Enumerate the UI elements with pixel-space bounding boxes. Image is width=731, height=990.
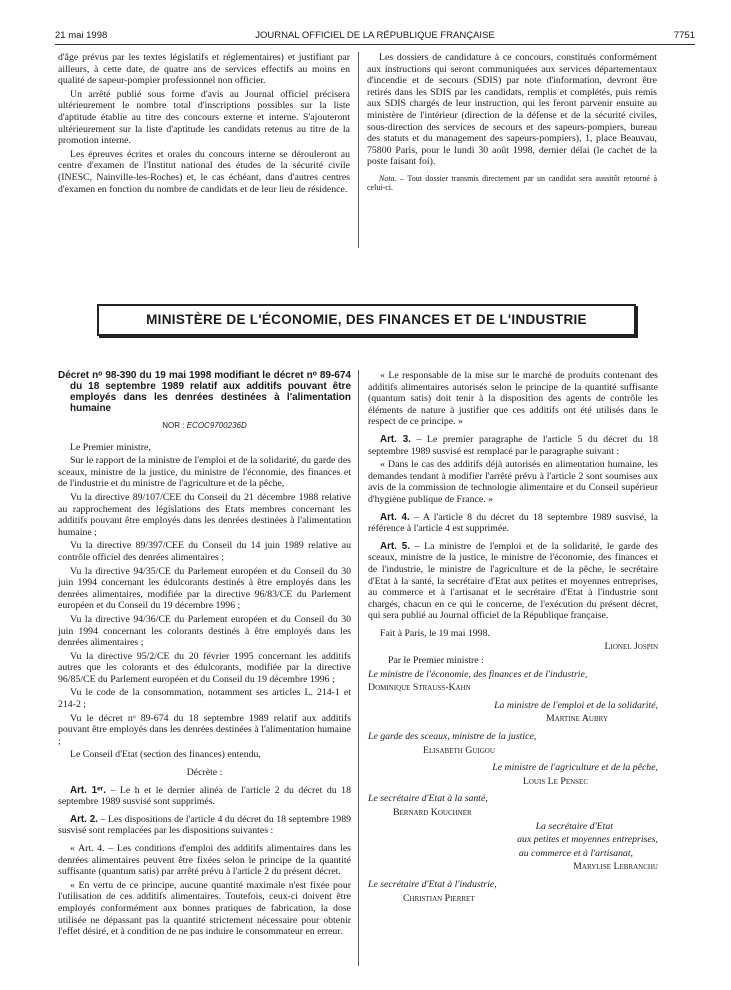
paragraph: d'âge prévus par les textes législatifs et réglementaires) et justifiant par ailleurs, à cette date, de quatre ans de services effectifs au moins en qualité de sapeur-pompier professionnel non officier. [58,52,350,87]
just-title: Le garde des sceaux, ministre de la justice, [368,731,537,743]
column-rule [358,52,359,248]
emp-title: La ministre de l'emploi et de la solidarité, [494,699,658,711]
paragraph: Vu la directive 94/35/CE du Parlement européen et du Conseil du 30 juin 1994 concernant les édulcorants destinés à être employés dans les denrées alimentaires, modifiée par la directive 96/83/CE du Parlement européen et du Conseil du 19 décembre 1996 ; [58,565,351,612]
article-label: Art. 1ᵉʳ. [70,784,106,796]
ministry-title: MINISTÈRE DE L'ÉCONOMIE, DES FINANCES ET DE L'INDUSTRIE [146,312,587,327]
column-rule [358,370,359,966]
article-5 [368,541,658,622]
paragraph: Vu le décret nᵒ 89-674 du 18 septembre 1989 relatif aux additifs pouvant être employés dans les denrées destinées à l'alimentation humaine ; [58,712,351,747]
article-text: – A l'article 8 du décret du 18 septembre 1989 susvisé, la référence à l'article 4 est supprimée. [368,511,659,535]
ind-title: Le secrétaire d'Etat à l'industrie, [368,878,497,890]
top-right-column [367,52,657,195]
header-journal-title: JOURNAL OFFICIEL DE LA RÉPUBLIQUE FRANÇAISE [255,30,495,41]
quoted-paragraph: « En vertu de ce principe, aucune quantité maximale n'est fixée pour l'utilisation de ces additifs alimentaires. Toutefois, ceux-ci doivent être employés conformément aux bonnes pratiques de fabrication, la dose utilisée ne dépassant pas la quantité strictement nécessaire pour obtenir l'effet désiré, et à condition de ne pas induire le consommateur en erreur. [58,879,351,938]
header-page-number: 7751 [673,30,695,41]
agri-name: Louis Le Pensec [522,775,588,787]
paragraph: Les dossiers de candidature à ce concours, constitués conformément aux instructions qui seront communiquées aux services départementaux d'incendie et de secours (SDIS) par note d'information, devront être retirés dans les SDIS par les candidats, remplis et complétés, puis remis aux SDIS chargés de leur instruction, qui les feront parvenir ensuite au ministère de l'intérieur (direction de la défense et de la sécurité civiles, sous-direction des services de secours et des sapeurs-pompiers, bureau des statuts et du management des sapeurs-pompiers), 1, place Beauvau, 75800 Paris, pour le lundi 30 août 1998, dernier délai (le cachet de la poste faisant foi). [367,52,657,168]
emp-name: Martine Aubry [546,713,608,725]
just-name: Elisabeth Guigou [423,744,495,756]
decree-title: Décret nᵒ 98-390 du 19 mai 1998 modifiant le décret nᵒ 89-674 du 18 septembre 1989 relatif aux additifs pouvant être employés dans les denrées destinées à l'alimentation humaine [58,370,351,414]
by-pm: Par le Premier ministre : [388,655,484,667]
decree-right-column [368,370,658,906]
quoted-paragraph: « Art. 4. – Les conditions d'emploi des additifs alimentaires dans les denrées alimentaires peuvent être fixées selon le principe de la quantité suffisante (quantum satis) par arrêté prévu à l'article 2 du présent décret. [58,843,351,878]
note-label: Nota. [379,173,397,183]
ministry-banner [97,304,636,336]
article-text: – Le premier paragraphe de l'article 5 du décret du 18 septembre 1989 susvisé est remplacé par le paragraphe suivant : [368,433,658,457]
eco-name: Dominique Strauss-Kahn [368,682,471,694]
paragraph: Vu la directive 94/36/CE du Parlement européen et du Conseil du 30 juin 1994 concernant les colorants destinés à être employés dans les denrées alimentaires ; [58,613,351,649]
pme-title-1: La secrétaire d'Etat [535,820,613,832]
paragraph: Les épreuves écrites et orales du concours interne se dérouleront au centre d'examen de l'Institut national des études de la sécurité civile (INESC, Nainville-les-Roches) et, le cas échéant, dans d'autres centres d'examen en fonction du nombre de candidats et de leur lieu de résidence. [58,148,350,195]
article-label: Art. 3. [380,433,411,445]
top-left-column [58,52,350,197]
pme-title-3: au commerce et à l'artisanat, [518,847,633,859]
paragraph: Sur le rapport de la ministre de l'emploi et de la solidarité, du garde des sceaux, ministre de la justice, du ministre de l'économie, des finances et de l'industrie et du ministre de l'agriculture et de la pêche, [58,455,351,490]
paragraph: Vu le code de la consommation, notamment ses articles L. 214-1 et 214-2 ; [58,687,351,711]
nor-reference [58,420,351,432]
header-date: 21 mai 1998 [55,30,108,41]
article-3 [368,434,658,457]
signatory-pm: Lionel Jospin [604,641,658,653]
header-rule [55,44,695,45]
quoted-paragraph: « Le responsable de la mise sur le marché de produits contenant des additifs alimentaires autorisés selon le principe de la quantité suffisante (quantum satis) doit tenir à la disposition des agents de contrôle les éléments de nature à justifier que ces additifs ont été utilisés dans le respect de ce principe. » [368,370,658,428]
article-text: – La ministre de l'emploi et de la solidarité, le garde des sceaux, ministre de la justice, le ministre de l'économie, des finances et de l'industrie, le ministre de l'agriculture et de la pêche, le secrétaire d'Etat à la santé, la secrétaire d'Etat aux petites et moyennes entreprises, au commerce et à l'artisanat et le secrétaire d'Etat à l'industrie sont chargés, chacun en ce qui le concerne, de l'exécution du présent décret, qui sera publié au Journal officiel de la République française. [368,540,658,622]
paragraph: Le Conseil d'Etat (section des finances) entendu, [70,749,261,761]
article-text: – Le h et le dernier alinéa de l'article 2 du décret du 18 septembre 1989 susvisé sont supprimés. [58,784,351,808]
paragraph: Vu la directive 89/397/CEE du Conseil du 14 juin 1989 relative au contrôle officiel des denrées alimentaires ; [58,540,351,563]
sante-title: Le secrétaire d'Etat à la santé, [368,793,488,805]
decree-left-column [58,370,351,940]
nor-code: ECOC9700236D [186,421,247,430]
article-label: Art. 5. [380,540,410,552]
decrete-heading: Décrète : [186,767,223,779]
note-text: – Tout dossier transmis directement par un candidat sera aussitôt retourné à celui-ci. [367,173,657,193]
note [367,174,657,193]
article-1 [58,785,351,808]
article-label: Art. 2. [70,813,98,825]
article-label: Art. 4. [380,511,410,523]
nor-label: NOR : [162,421,187,430]
pme-name: Marylise Lebranchu [573,861,658,873]
article-text: – Les dispositions de l'article 4 du décret du 18 septembre 1989 susvisé sont remplacées par les dispositions suivantes : [58,813,352,837]
eco-title: Le ministre de l'économie, des finances et de l'industrie, [368,668,588,680]
paragraph: Vu la directive 89/107/CEE du Conseil du 21 décembre 1988 relative au rapprochement des législations des Etats membres concernant les additifs pouvant être employés dans les denrées destinées à l'alimentation humaine ; [58,491,351,538]
paragraph: Le Premier ministre, [70,441,151,453]
article-2 [58,814,351,837]
article-4 [368,512,658,535]
agri-title: Le ministre de l'agriculture et de la pêche, [492,762,658,774]
paragraph: Vu la directive 95/2/CE du 20 février 1995 concernant les additifs autres que les colorants et des édulcorants, modifiée par la directive 96/85/CE du Parlement européen et du Conseil du 19 décembre 1996 ; [58,650,351,685]
done-at: Fait à Paris, le 19 mai 1998. [380,627,490,639]
ind-name: Christian Pierret [403,892,475,904]
paragraph: Un arrêté publié sous forme d'avis au Journal officiel précisera ultérieurement le nombre total d'inscriptions possibles sur la liste d'aptitude établie au titre des concours externe et interne. S'ajouteront ultérieurement sur la liste d'aptitude les candidats retenus au titre de la promotion interne. [58,88,350,147]
pme-title-2: aux petites et moyennes entreprises, [517,834,658,846]
sante-name: Bernard Kouchner [393,807,472,818]
quoted-paragraph: « Dans le cas des additifs déjà autorisés en alimentation humaine, les demandes tendant à modifier l'arrêté prévu à l'article 2 sont soumises aux avis de la commission de technologie alimentaire et du Conseil supérieur d'hygiène publique de France. » [368,459,658,505]
